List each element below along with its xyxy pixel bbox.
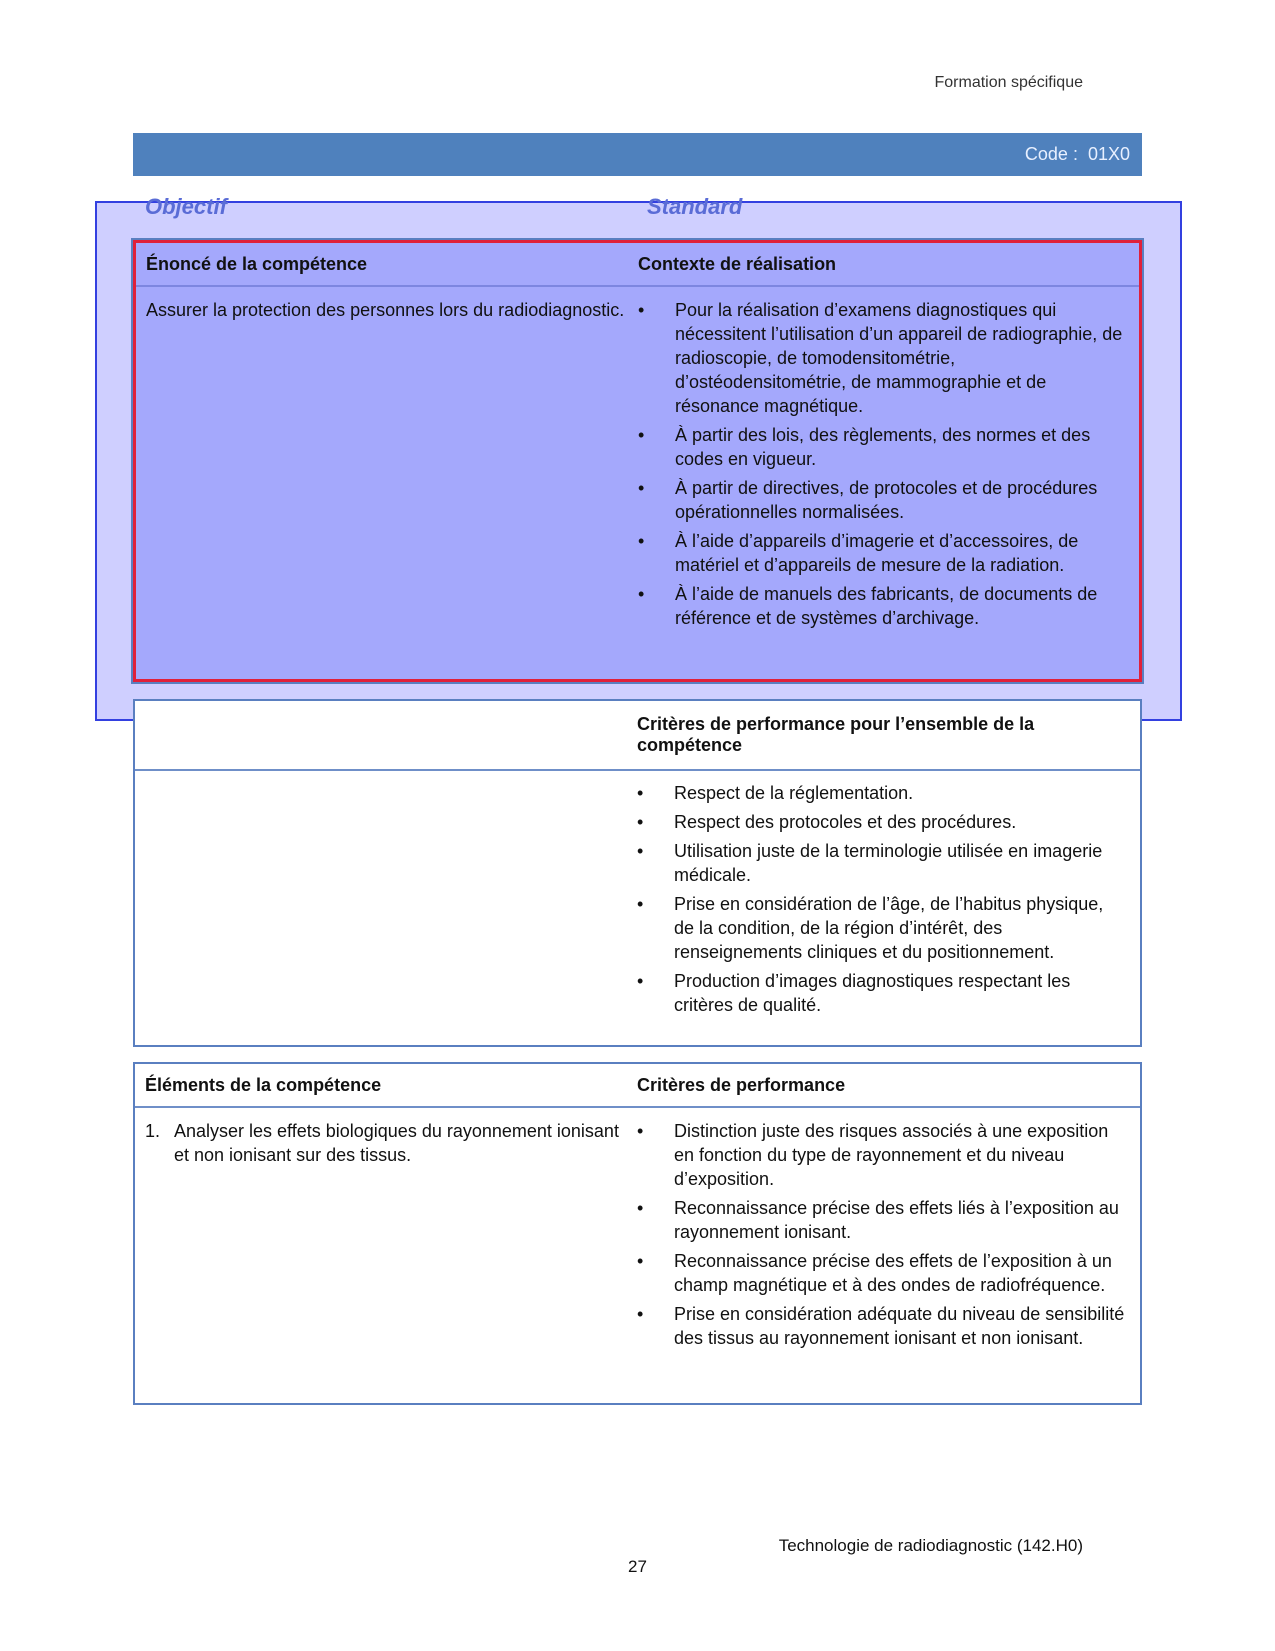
element-text: Analyser les effets biologiques du rayonnement ionisant et non ionisant sur des tissus. [174,1121,619,1165]
list-item: • Production d’images diagnostiques respectant les critères de qualité. [637,969,1128,1017]
enonce-table [133,240,1142,682]
elements-table-header [135,1064,1140,1108]
footer-program: Technologie de radiodiagnostic (142.H0) [778,1536,1083,1555]
context-header: Contexte de réalisation [638,253,837,274]
overall-criteria-header-row [135,701,1140,771]
header-note: Formation spécifique [934,74,1083,91]
elements-header: Éléments de la compétence [145,1074,382,1095]
code-value: 01X0 [1087,144,1130,164]
list-item: • Respect de la réglementation. [637,781,1128,805]
elements-table-body [135,1108,1140,1355]
overall-criteria-list [637,781,1128,1017]
list-item: • Pour la réalisation d’examens diagnostiques qui nécessitent l’utilisation d’un appareil de radiographie, de radioscopie, de tomodensitométrie, d’ostéodensitométrie, de mammographie et de résonance magnétique. [638,298,1127,418]
elements-table [133,1062,1142,1405]
page-number: 27 [628,1557,647,1576]
objective-heading: Objectif [145,194,227,219]
list-item: • À l’aide d’appareils d’imagerie et d’accessoires, de matériel et d’appareils de mesure de la radiation. [638,529,1127,577]
list-item: • Utilisation juste de la terminologie utilisée en imagerie médicale. [637,839,1128,887]
list-item: • À partir des lois, des règlements, des normes et des codes en vigueur. [638,423,1127,471]
code-label: Code : [1024,144,1078,164]
list-item: • À l’aide de manuels des fabricants, de documents de référence et de systèmes d’archivage. [638,582,1127,630]
list-item: • Prise en considération de l’âge, de l’habitus physique, de la condition, de la région d’intérêt, des renseignements cliniques et du positionnement. [637,892,1128,964]
overall-criteria-table [133,699,1142,1047]
overall-criteria-header: Critères de performance pour l’ensemble de la compétence [637,714,1035,755]
overall-criteria-body [135,771,1140,1022]
context-list [638,298,1127,630]
list-item: • Respect des protocoles et des procédures. [637,810,1128,834]
list-item: • À partir de directives, de protocoles et de procédures opérationnelles normalisées. [638,476,1127,524]
standard-heading: Standard [647,194,743,219]
element-item [145,1119,637,1167]
criteria-list [637,1119,1128,1350]
element-number: 1. [145,1121,161,1141]
competence-statement: Assurer la protection des personnes lors du radiodiagnostic. [146,300,625,320]
list-item: • Prise en considération adéquate du niveau de sensibilité des tissus au rayonnement ionisant et non ionisant. [637,1302,1128,1350]
list-item: • Reconnaissance précise des effets de l’exposition à un champ magnétique et à des ondes de radiofréquence. [637,1249,1128,1297]
code-bar [133,133,1142,176]
enonce-header: Énoncé de la compétence [146,253,368,274]
list-item: • Reconnaissance précise des effets liés à l’exposition au rayonnement ionisant. [637,1196,1128,1244]
criteria-header: Critères de performance [637,1074,846,1095]
list-item: • Distinction juste des risques associés à une exposition en fonction du type de rayonnement et du niveau d’exposition. [637,1119,1128,1191]
enonce-table-header [136,243,1139,287]
enonce-table-body [136,287,1139,635]
